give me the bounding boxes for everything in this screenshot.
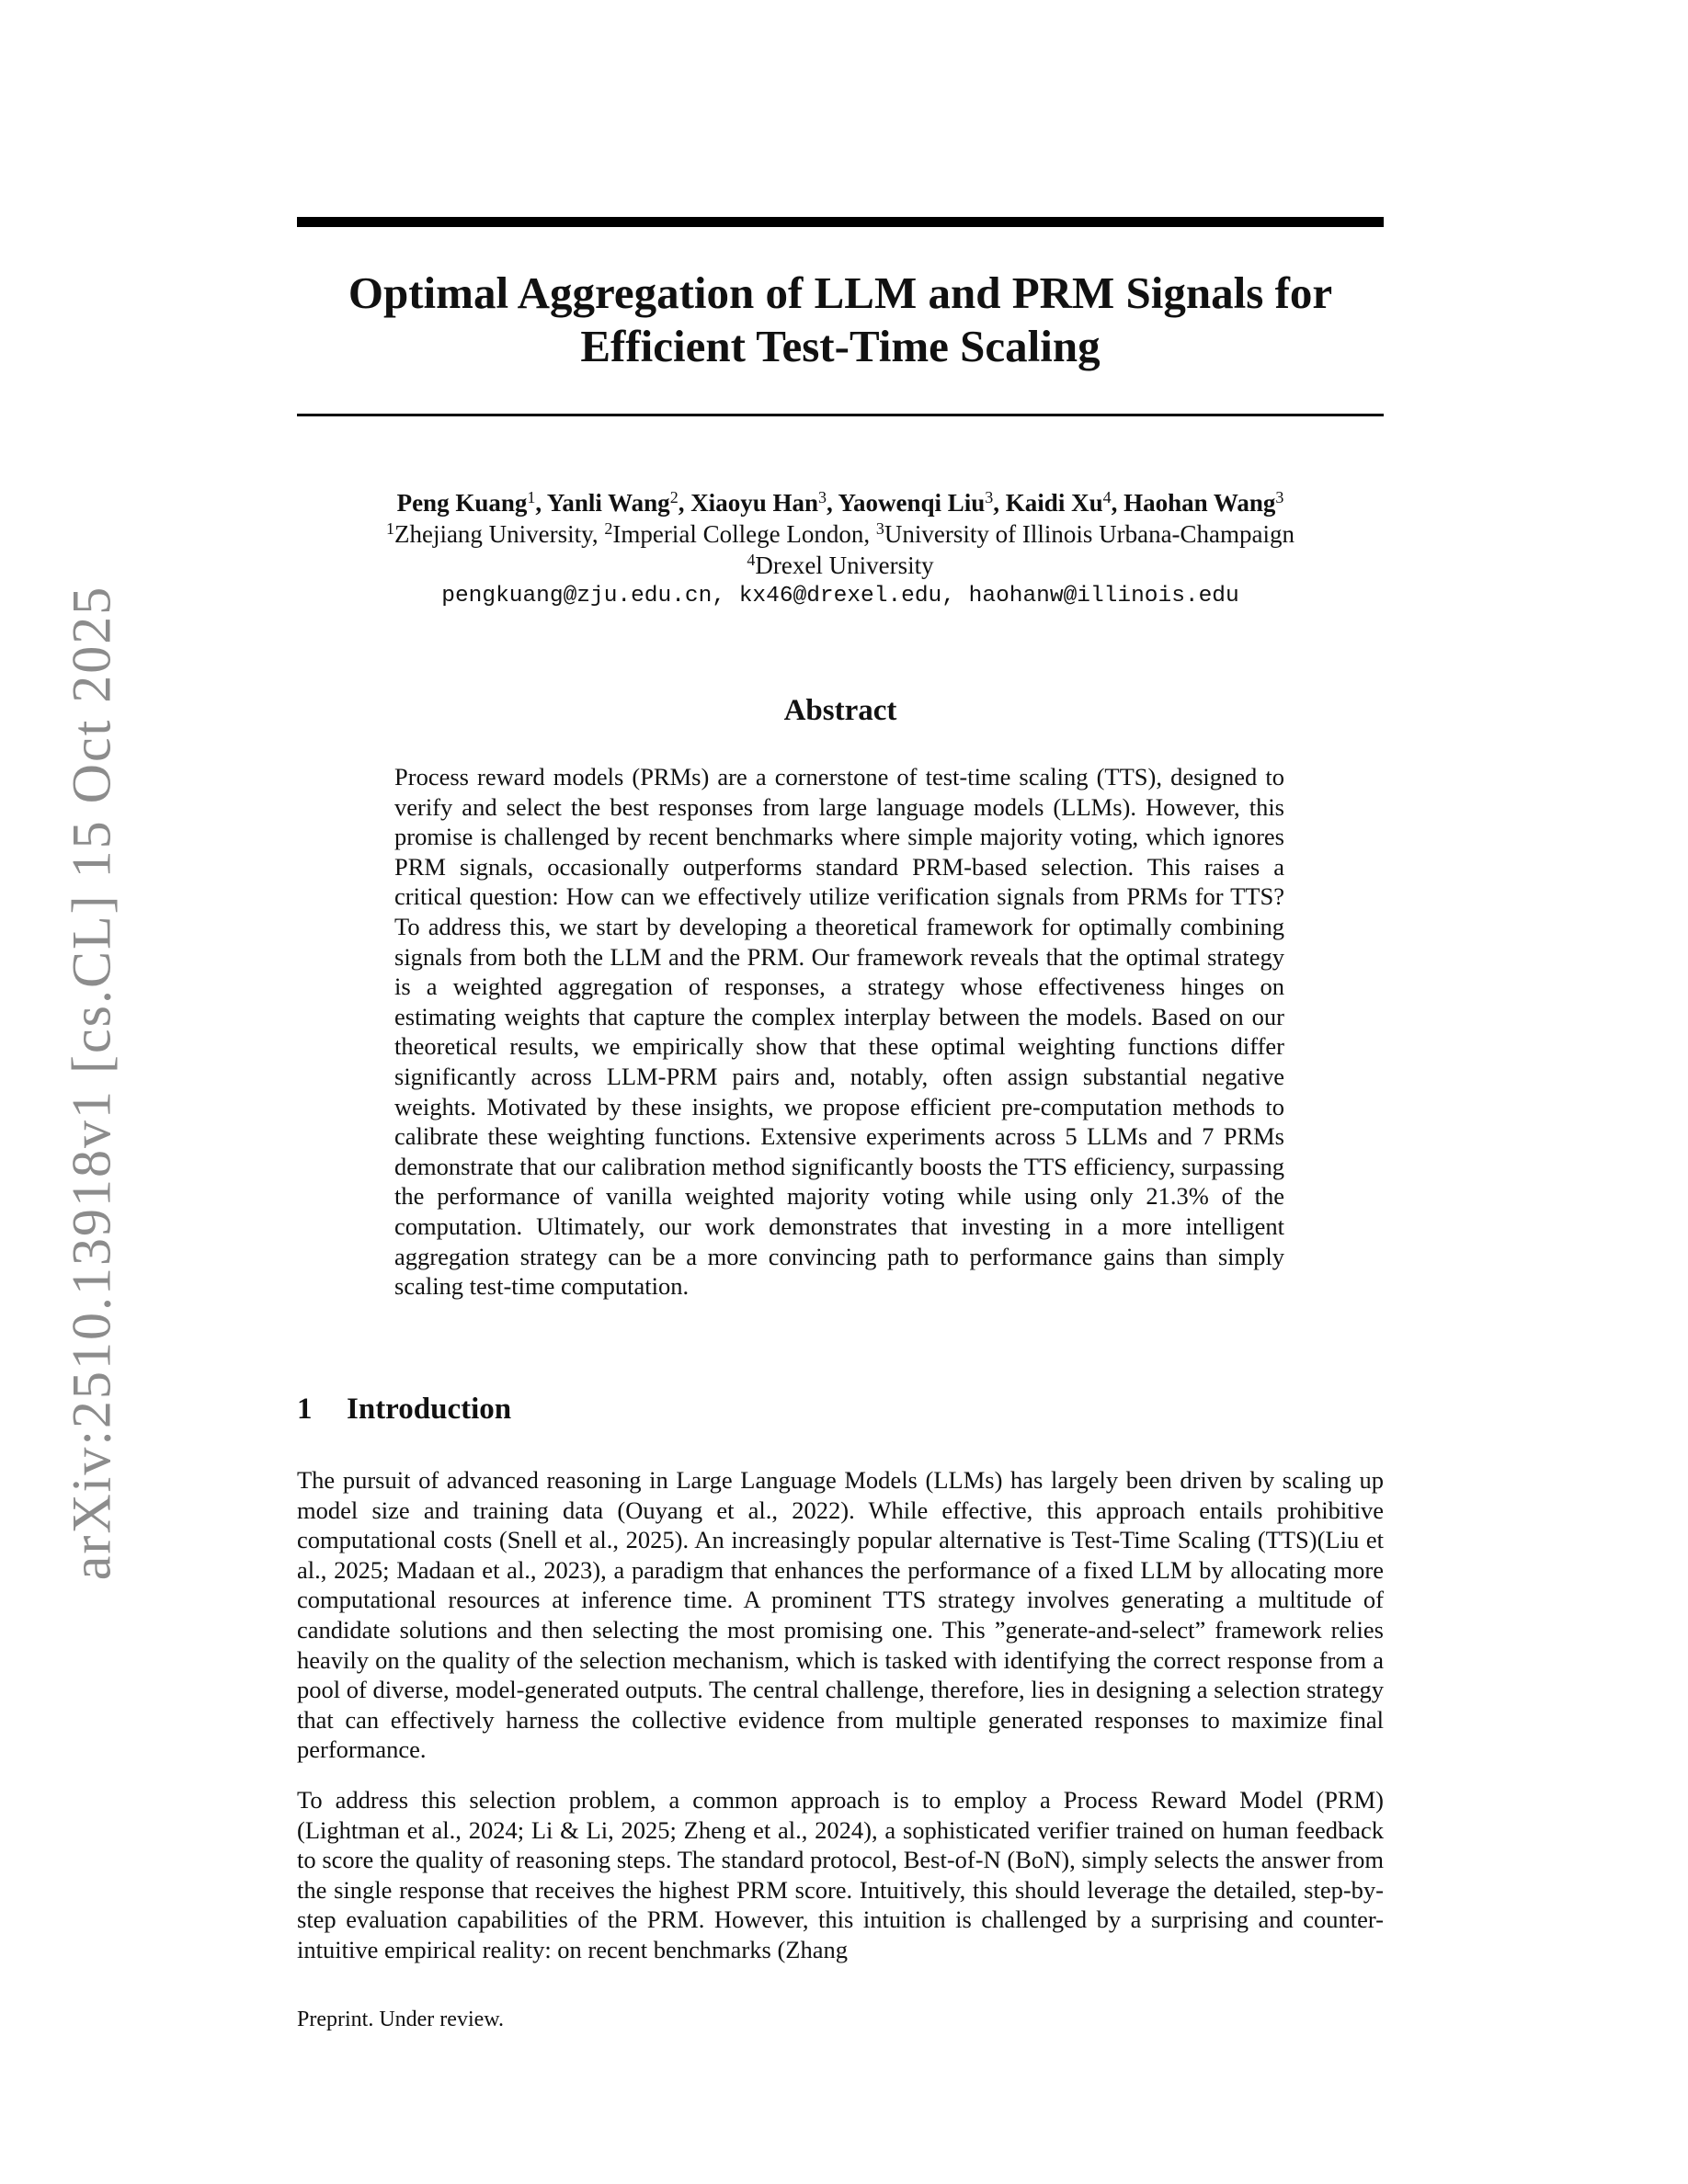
affiliation-mark: 1 bbox=[385, 519, 394, 538]
affiliation-mark: 3 bbox=[985, 488, 994, 506]
section-heading-introduction bbox=[297, 1393, 511, 1427]
affiliation-name: University of Illinois Urbana-Champaign bbox=[884, 520, 1295, 548]
section-number: 1 bbox=[297, 1393, 313, 1426]
abstract-text: Process reward models (PRMs) are a cornerstone of test-time scaling (TTS), designed to verify and select the best responses from large language models (LLMs). However, this promise is challenged by recent benchmarks where simple majority voting, which ignores PRM signals, occasionally outperforms standard PRM-based selection. This raises a critical question: How can we effectively utilize verification signals from PRMs for TTS? To address this, we start by developing a theoretical framework for optimally combining signals from both the LLM and the PRM. Our framework reveals that the optimal strategy is a weighted aggregation of responses, a strategy whose effectiveness hinges on estimating weights that capture the complex interplay between the models. Based on our theoretical results, we empirically show that these optimal weighting functions differ significantly across LLM-PRM pairs and, notably, often assign substantial negative weights. Motivated by these insights, we propose efficient pre-computation methods to calibrate these weighting functions. Extensive experiments across 5 LLMs and 7 PRMs demonstrate that our calibration method significantly boosts the TTS efficiency, surpassing the performance of vanilla weighted majority voting while using only 21.3% of the computation. Ultimately, our work demonstrates that investing in a more intelligent aggregation strategy can be a more convincing path to performance gains than simply scaling test-time computation. bbox=[394, 763, 1284, 1301]
author-name: Peng Kuang bbox=[396, 489, 528, 517]
author-block bbox=[297, 487, 1384, 612]
author-name: Kaidi Xu bbox=[1005, 489, 1103, 517]
arxiv-identifier: arXiv:2510.13918v1 [cs.CL] 15 Oct 2025 bbox=[61, 585, 122, 1581]
affiliation-name: Drexel University bbox=[755, 552, 934, 579]
author-name: Yanli Wang bbox=[546, 489, 670, 517]
paper-title bbox=[297, 267, 1384, 373]
affiliation-mark: 4 bbox=[747, 551, 756, 569]
abstract-heading: Abstract bbox=[783, 694, 897, 727]
title-line-1: Optimal Aggregation of LLM and PRM Signals for bbox=[348, 267, 1333, 318]
body-paragraph: To address this selection problem, a common approach is to employ a Process Reward Model (PRM) (Lightman et al., 2024; Li & Li, 2025; Zheng et al., 2024), a sophisticated verifier trained on human feedback to score the quality of reasoning steps. The standard protocol, Best-of-N (BoN), simply selects the answer from the single response that receives the highest PRM score. Intuitively, this should leverage the detailed, step-by-step evaluation capabilities of the PRM. However, this intuition is challenged by a surprising and counter-intuitive empirical reality: on recent benchmarks (Zhang bbox=[297, 1786, 1384, 1963]
author-name: Xiaoyu Han bbox=[690, 489, 818, 517]
title-line-2: Efficient Test-Time Scaling bbox=[580, 321, 1101, 371]
body-paragraph: The pursuit of advanced reasoning in Large Language Models (LLMs) has largely been driven by scaling up model size and training data (Ouyang et al., 2022). While effective, this approach entails prohibitive computational costs (Snell et al., 2025). An increasingly popular alternative is Test-Time Scaling (TTS)(Liu et al., 2025; Madaan et al., 2023), a paradigm that enhances the performance of a fixed LLM by allocating more computational resources at inference time. A prominent TTS strategy involves generating a multitude of candidate solutions and then selecting the most promising one. This ”generate-and-select” framework relies heavily on the quality of the selection mechanism, which is tasked with identifying the correct response from a pool of diverse, model-generated outputs. The central challenge, therefore, lies in designing a selection strategy that can effectively harness the collective evidence from multiple generated responses to maximize final performance. bbox=[297, 1466, 1384, 1764]
affiliation-mark: 4 bbox=[1102, 488, 1112, 506]
author-name: Haohan Wang bbox=[1123, 489, 1276, 517]
affiliation-name: Zhejiang University bbox=[393, 520, 592, 548]
section-title: Introduction bbox=[347, 1393, 512, 1426]
author-name: Yaowenqi Liu bbox=[838, 489, 986, 517]
affiliation-line: $^1$Zhejiang University, $^2$Imperial College London, $^3$University of Illinois Urbana-Champaign bbox=[385, 519, 1295, 548]
affiliation-mark: 2 bbox=[604, 519, 613, 538]
affiliation-mark: 3 bbox=[1275, 488, 1284, 506]
page-footer: Preprint. Under review. bbox=[297, 2008, 505, 2031]
affiliation-line bbox=[297, 550, 1384, 581]
affiliation-mark: 3 bbox=[817, 488, 827, 506]
affiliation-mark: 3 bbox=[875, 519, 884, 538]
title-bottom-rule bbox=[297, 414, 1384, 416]
affiliation-mark: 1 bbox=[527, 488, 536, 506]
affiliation-mark: 2 bbox=[669, 488, 679, 506]
affiliation-name: Imperial College London bbox=[612, 520, 864, 548]
author-list: Peng Kuang$^1$, Yanli Wang$^2$, Xiaoyu Han$^3$, Yaowenqi Liu$^3$, Kaidi Xu$^4$, Haohan Wang$^3$ bbox=[396, 488, 1284, 517]
author-emails: pengkuang@zju.edu.cn, kx46@drexel.edu, haohanw@illinois.edu bbox=[441, 584, 1239, 609]
title-top-rule bbox=[297, 217, 1384, 227]
